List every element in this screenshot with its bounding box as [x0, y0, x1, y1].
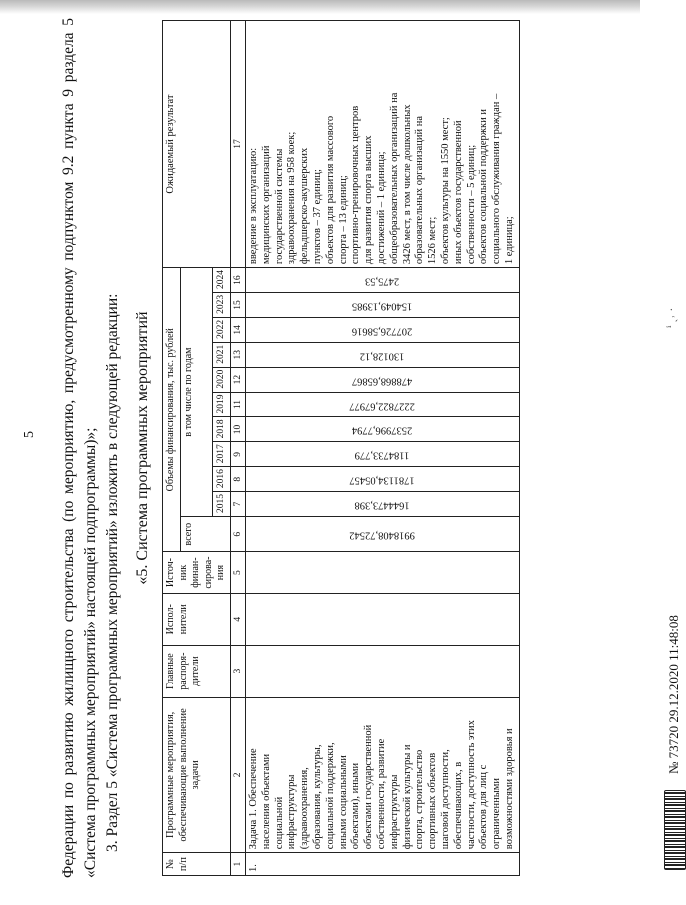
result-line: собственности – 5 единиц; [465, 144, 477, 265]
table-row [246, 21, 520, 876]
result-line: объектов социальной поддержки и [478, 109, 490, 265]
scan-mark-icon: ⁱ ˏ˒ · [664, 307, 678, 328]
year-value-text: 2475,53 [365, 275, 400, 287]
col-header-executors: Испол-нители [163, 593, 231, 645]
year-header: 2020 [213, 367, 231, 392]
column-number: 6 [230, 517, 246, 552]
result-line: пунктов – 37 единиц; [311, 169, 323, 265]
col-header-funding-volume: Объемы финансирования, тыс. рублей [163, 268, 181, 552]
year-header: 2015 [213, 492, 231, 517]
year-header: 2023 [213, 293, 231, 318]
result-line: здравоохранения на 958 коек; [286, 131, 298, 265]
year-value-text: 154049,13985 [352, 300, 413, 312]
result-line: 3426 мест, в том числе дошкольных [401, 104, 413, 265]
task-description [246, 697, 520, 853]
year-value [246, 492, 520, 517]
column-number: 2 [230, 697, 246, 853]
year-value [246, 293, 520, 318]
task-line: спорта, строительство [414, 749, 426, 850]
result-line: объектов для развития массового [324, 115, 336, 265]
column-number: 16 [230, 268, 246, 293]
result-line: спорта – 13 единиц; [337, 175, 349, 265]
column-number: 1 [230, 853, 246, 876]
result-line: 1 единица; [503, 216, 515, 265]
header-row-1 [163, 21, 181, 876]
column-number: 9 [230, 442, 246, 467]
task-line: объектами), иными [350, 762, 362, 850]
row-total-value [246, 517, 520, 552]
column-number: 8 [230, 467, 246, 492]
section-heading: «5. Система программных мероприятий [134, 311, 151, 585]
task-line: социальной поддержки, [324, 742, 336, 850]
task-line: населения объектами [260, 753, 272, 850]
intro-text [58, 18, 124, 878]
year-value [246, 417, 520, 442]
task-line: Задача 1. Обеспечение [248, 748, 259, 850]
task-line: частности, доступность этих [465, 720, 477, 850]
expected-result [246, 21, 520, 268]
result-line: для развития спорта высших [363, 135, 375, 265]
task-line: возможностями здоровья и [503, 728, 515, 850]
task-line: образования, культуры, [311, 744, 323, 850]
column-number: 11 [230, 392, 246, 417]
task-line: ограниченными [491, 777, 503, 850]
result-line: спортивно-тренировочных центров [350, 105, 362, 265]
task-line: собственности, развитие [375, 738, 387, 850]
result-line: 1526 мест; [427, 216, 439, 265]
column-number: 14 [230, 317, 246, 342]
task-line: инфраструктуры [388, 774, 400, 850]
task-line: инфраструктуры [286, 774, 298, 850]
rotated-page-content [52, 8, 681, 888]
row-funding-source [246, 552, 520, 594]
year-header: 2017 [213, 442, 231, 467]
year-value [246, 392, 520, 417]
col-header-funding-source: Источ-ник финан-сирова-ния [163, 552, 231, 594]
intro-paragraph-1: Федерации по развитию жилищного строительства (по мероприятию, предусмотренному подпунктом 9.2 пункта 9 раздела 5 «Система программных мероприятий» настоящей подпрограммы)»; [60, 18, 99, 878]
col-header-events: Программные мероприятия, обеспечивающие выполнение задачи [163, 697, 231, 853]
row-num: 1. [246, 853, 520, 876]
year-value-text: 2537996,7794 [352, 424, 413, 436]
column-number: 15 [230, 293, 246, 318]
result-line: фельдшерско-акушерских [299, 147, 311, 265]
column-number: 12 [230, 367, 246, 392]
total-value-text: 9918408,72542 [349, 529, 416, 541]
result-line: медицинских организаций [260, 145, 272, 265]
result-line: достижений – 1 единица; [375, 151, 387, 265]
document-footer [664, 410, 686, 870]
col-header-main-managers: Главные распоря-дители [163, 645, 231, 697]
year-value [246, 268, 520, 293]
row-main-managers [246, 645, 520, 697]
result-line: социального обслуживания граждан – [491, 93, 503, 265]
column-number: 5 [230, 552, 246, 594]
year-value-text: 478868,65867 [352, 374, 413, 386]
program-events-table [162, 20, 520, 876]
document-registration-stamp: № 73720 29.12.2020 11:48:08 [666, 615, 681, 774]
year-header: 2022 [213, 317, 231, 342]
task-line: шаговой доступности, [439, 749, 451, 850]
year-value-text: 1644473,398 [354, 499, 410, 511]
result-line: образовательных организаций на [414, 115, 426, 265]
result-line: объектов культуры на 1550 мест; [439, 117, 451, 265]
year-header: 2019 [213, 392, 231, 417]
year-value-text: 130128,12 [360, 350, 405, 362]
task-line: (здравоохранения, [299, 767, 311, 850]
column-number: 17 [230, 21, 246, 268]
column-number: 10 [230, 417, 246, 442]
column-number-row [230, 21, 246, 876]
col-header-expected-result: Ожидаемый результат [163, 21, 231, 268]
year-value [246, 317, 520, 342]
task-line: обеспечивающих, в [452, 761, 464, 850]
result-line: государственной системы [273, 148, 285, 265]
result-line: общеобразовательных организаций на [388, 92, 400, 265]
year-value [246, 467, 520, 492]
year-value-text: 207726,58616 [352, 325, 413, 337]
intro-paragraph-2: 3. Раздел 5 «Система программных мероприятий» изложить в следующей редакции: [104, 293, 121, 852]
result-line: иных объектов государственной [452, 120, 464, 265]
barcode-icon [664, 790, 686, 870]
column-number: 3 [230, 645, 246, 697]
col-header-by-years: в том числе по годам [180, 268, 213, 517]
task-line: спортивных объектов [427, 752, 439, 850]
year-value [246, 442, 520, 467]
year-header: 2024 [213, 268, 231, 293]
page-number: 5 [22, 431, 37, 438]
col-header-total: всего [180, 517, 230, 552]
task-line: физической культуры и [401, 744, 413, 850]
year-value-text: 1184733,779 [354, 449, 410, 461]
column-number: 7 [230, 492, 246, 517]
task-line: иными социальными [337, 755, 349, 850]
result-line: введение в эксплуатацию: [248, 147, 259, 265]
task-line: объектами государственной [363, 724, 375, 850]
year-header: 2021 [213, 342, 231, 367]
year-value [246, 367, 520, 392]
year-value [246, 342, 520, 367]
year-value-text: 2227822,67977 [349, 399, 416, 411]
row-executors [246, 593, 520, 645]
year-value-text: 1781134,05457 [349, 474, 415, 486]
column-number: 4 [230, 593, 246, 645]
task-line: социальной [273, 796, 285, 850]
year-header: 2016 [213, 467, 231, 492]
column-number: 13 [230, 342, 246, 367]
year-header: 2018 [213, 417, 231, 442]
task-line: объектов для лиц с [478, 764, 490, 850]
col-header-num: № п/п [163, 853, 231, 876]
